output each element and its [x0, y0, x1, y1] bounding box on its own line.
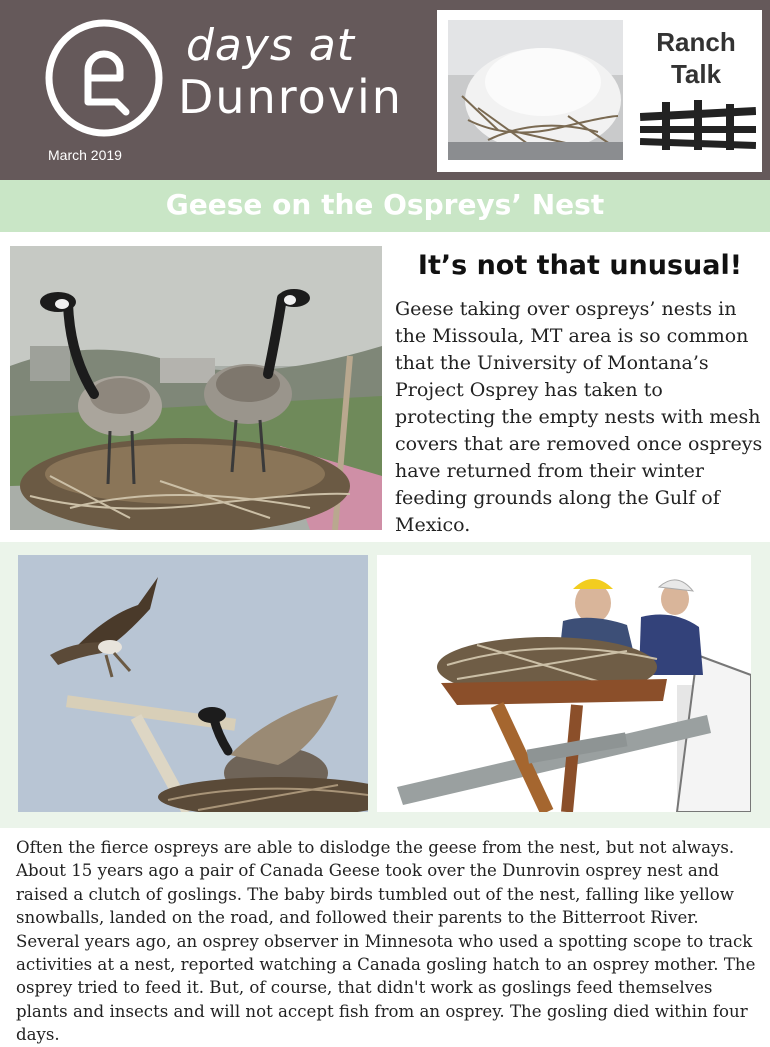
workers-covering-nest-photo — [377, 555, 751, 812]
osprey-attacking-goose-photo — [18, 555, 368, 812]
snowy-nest-photo — [448, 20, 623, 160]
talk-label: Talk — [670, 59, 722, 89]
ranch-label: Ranch — [656, 27, 736, 57]
brand-days-at: days at — [186, 20, 356, 71]
issue-date: March 2019 — [48, 147, 122, 163]
ranch-talk-label — [640, 26, 752, 90]
brand-dunrovin: Dunrovin — [178, 70, 403, 124]
dunrovin-logo-icon — [44, 18, 164, 138]
article-title: Geese on the Ospreys’ Nest — [165, 188, 605, 221]
fence-icon — [640, 100, 756, 152]
article-subtitle: It’s not that unusual! — [417, 250, 743, 281]
intro-paragraph: Geese taking over ospreys’ nests in the Missoula, MT area is so common that the University of Montana’s Project Osprey has taken to protecting the empty nests with mesh covers that are removed once ospreys have returned from their winter feeding grounds along the Gulf of Mexico. — [395, 298, 763, 536]
body-paragraph: Often the fierce ospreys are able to dislodge the geese from the nest, but not always. About 15 years ago a pair of Canada Geese took over the Dunrovin osprey nest and raised a clutch of goslings. The baby birds tumbled out of the nest, falling like yellow snowballs, landed on the road, and followed their parents to the Bitterroot River. Several years ago, an osprey observer in Minnesota who used a spotting scope to track activities at a nest, reported watching a Canada gosling hatch to an osprey mother. The osprey tried to feed it. But, of course, that didn't work as goslings feed themselves plants and insects and will not accept fish from an osprey. The gosling died within four days. — [16, 838, 756, 1045]
geese-on-nest-photo — [10, 246, 382, 530]
